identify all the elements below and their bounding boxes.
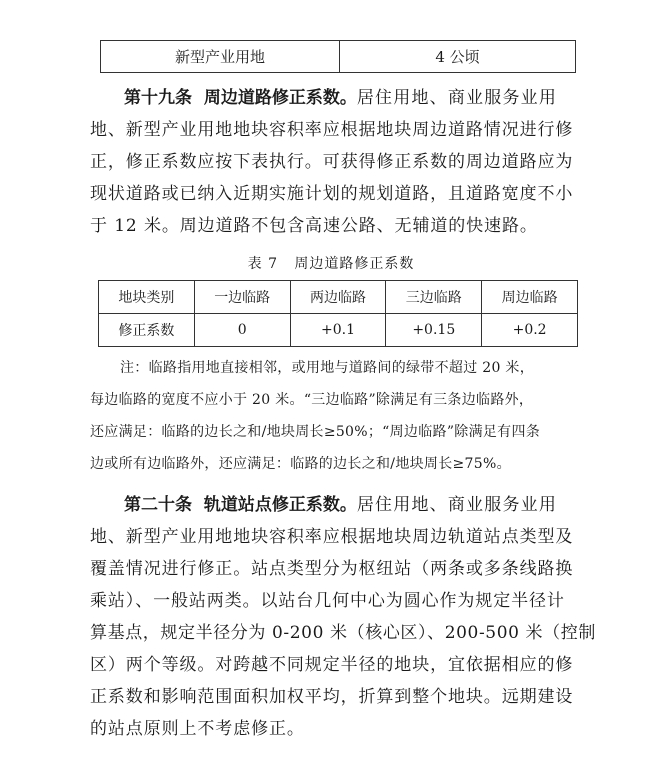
article-19 <box>90 82 578 242</box>
note-line: 还应满足：临路的边长之和/地块周长≥50%；“周边临路”除满足有四条 <box>90 424 541 440</box>
article-19-line: 居住用地、商业服务业用 <box>356 88 558 108</box>
table-header-row <box>99 281 578 314</box>
area-cell: 4 公顷 <box>340 41 576 73</box>
header-cell: 两边临路 <box>290 281 386 314</box>
article-19-line: 正，修正系数应按下表执行。可获得修正系数的周边道路应为 <box>90 152 574 172</box>
article-20-line: 地、新型产业用地地块容积率应根据地块周边轨道站点类型及 <box>90 527 574 547</box>
land-area-table <box>100 40 576 73</box>
header-cell: 地块类别 <box>99 281 195 314</box>
header-cell: 三边临路 <box>386 281 482 314</box>
table-row <box>99 314 578 347</box>
article-19-heading: 第十九条 周边道路修正系数。 <box>124 88 357 108</box>
note-line: 边或所有边临路外，还应满足：临路的边长之和/地块周长≥75%。 <box>90 456 511 472</box>
article-20-line: 居住用地、商业服务业用 <box>356 495 558 515</box>
article-19-line: 现状道路或已纳入近期实施计划的规划道路，且道路宽度不小 <box>90 184 574 204</box>
article-20-line: 覆盖情况进行修正。站点类型分为枢纽站（两条或多条线路换 <box>90 559 574 579</box>
article-19-line: 于 12 米。周边道路不包含高速公路、无辅道的快速路。 <box>90 216 538 236</box>
article-20-line: 区）两个等级。对跨越不同规定半径的地块，宜依据相应的修 <box>90 655 574 675</box>
article-20-line: 的站点原则上不考虑修正。 <box>90 719 305 739</box>
article-20-heading: 第二十条 轨道站点修正系数。 <box>124 495 357 515</box>
header-cell: 一边临路 <box>194 281 290 314</box>
value-cell: +0.15 <box>386 314 482 347</box>
article-20-line: 乘站）、一般站两类。以站台几何中心为圆心作为规定半径计 <box>90 591 565 611</box>
table-note <box>90 352 578 480</box>
value-cell: 0 <box>194 314 290 347</box>
note-line: 每边临路的宽度不应小于 20 米。“三边临路”除满足有三条边临路外， <box>90 392 534 408</box>
article-20-line: 算基点，规定半径分为 0-200 米（核心区）、200-500 米（控制 <box>90 623 596 643</box>
table-row <box>101 41 576 73</box>
row-label-cell: 修正系数 <box>99 314 195 347</box>
table-7-caption: 表 7 周边道路修正系数 <box>247 256 415 272</box>
article-20 <box>90 489 596 745</box>
header-cell: 周边临路 <box>482 281 578 314</box>
note-line: 注：临路指用地直接相邻，或用地与道路间的绿带不超过 20 米， <box>120 360 535 376</box>
value-cell: +0.1 <box>290 314 386 347</box>
article-20-line: 正系数和影响范围面积加权平均，折算到整个地块。远期建设 <box>90 687 574 707</box>
land-type-cell: 新型产业用地 <box>101 41 340 73</box>
road-coefficient-table <box>98 280 578 347</box>
article-19-line: 地、新型产业用地地块容积率应根据地块周边道路情况进行修 <box>90 120 574 140</box>
value-cell: +0.2 <box>482 314 578 347</box>
